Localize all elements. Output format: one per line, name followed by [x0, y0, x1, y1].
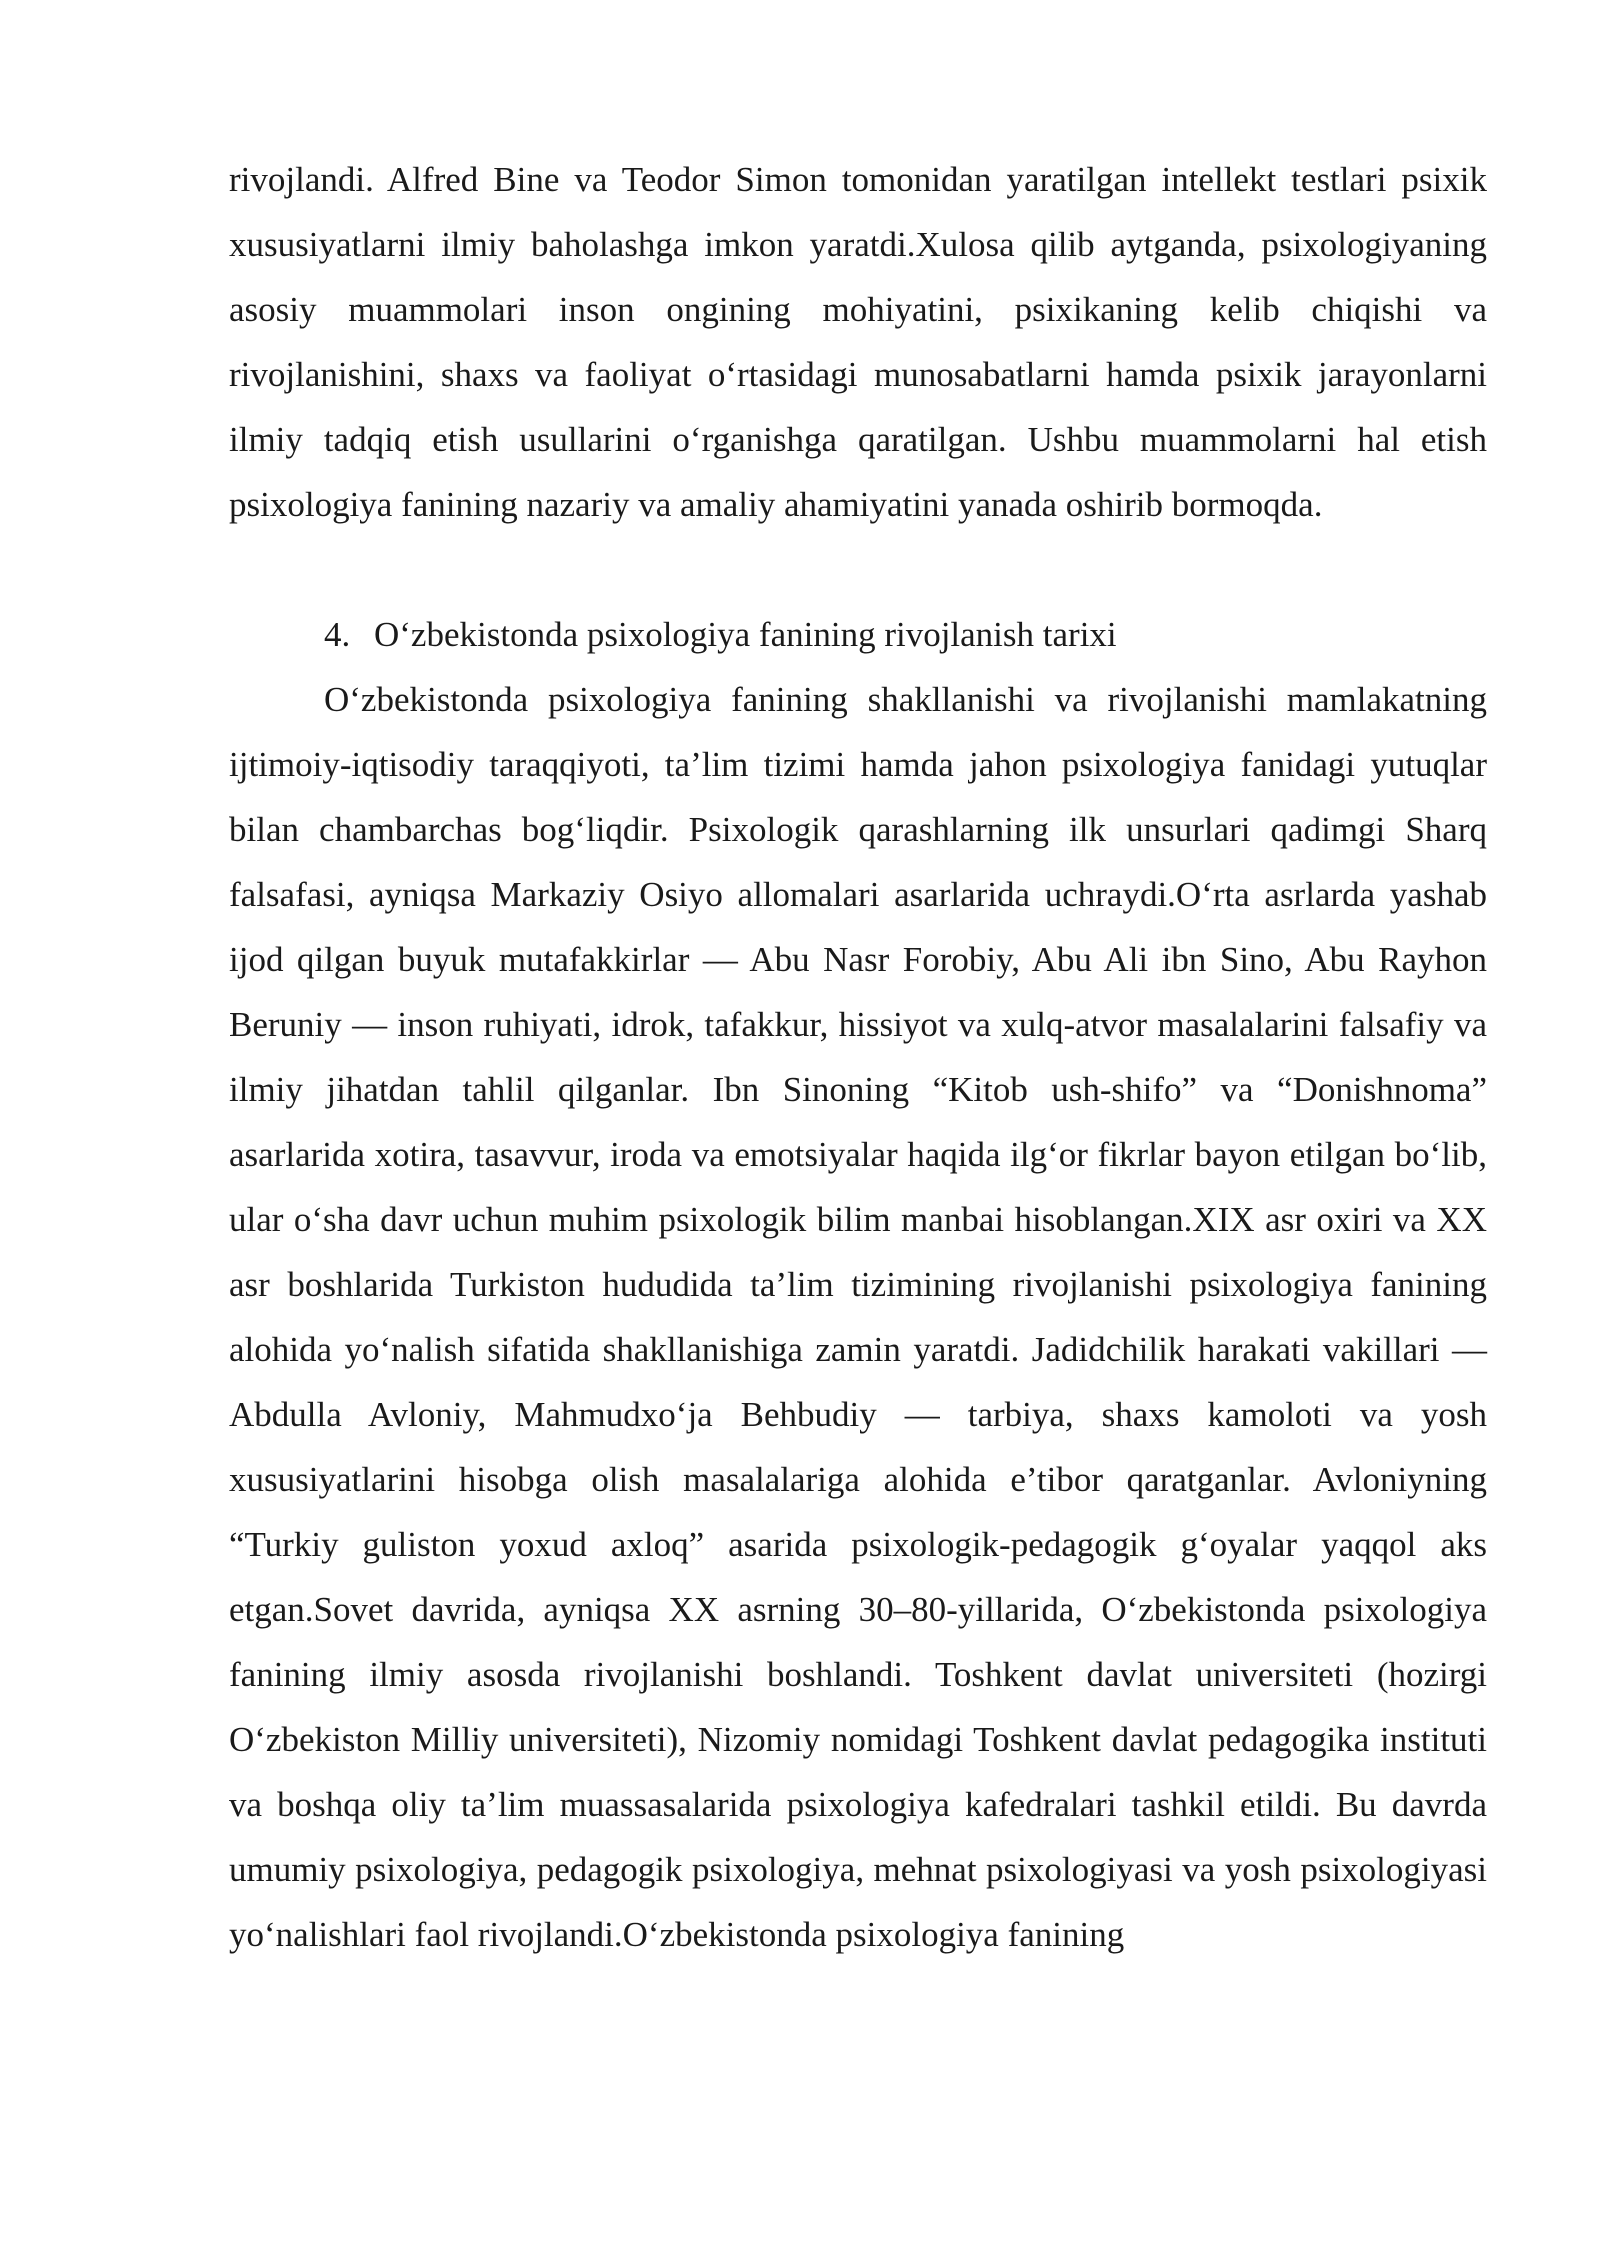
section-heading [324, 602, 1487, 667]
section-title: O‘zbekistonda psixologiya fanining rivojlanish tarixi [374, 615, 1117, 654]
continuation-paragraph: rivojlandi. Alfred Bine va Teodor Simon tomonidan yaratilgan intellekt testlari psixik xususiyatlarni ilmiy baholashga imkon yaratdi.Xulosa qilib aytganda, psixologiyaning asosiy muammolari inson ongining mohiyatini, psixikaning kelib chiqishi va rivojlanishini, shaxs va faoliyat o‘rtasidagi munosabatlarni hamda psixik jarayonlarni ilmiy tadqiq etish usullarini o‘rganishga qaratilgan. Ushbu muammolarni hal etish psixologiya fanining nazariy va amaliy ahamiyatini yanada oshirib bormoqda. [229, 160, 1487, 524]
body-paragraph: O‘zbekistonda psixologiya fanining shakllanishi va rivojlanishi mamlakatning ijtimoiy-iqtisodiy taraqqiyoti, ta’lim tizimi hamda jahon psixologiya fanidagi yutuqlar bilan chambarchas bog‘liqdir. Psixologik qarashlarning ilk unsurlari qadimgi Sharq falsafasi, ayniqsa Markaziy Osiyo allomalari asarlarida uchraydi.O‘rta asrlarda yashab ijod qilgan buyuk mutafakkirlar — Abu Nasr Forobiy, Abu Ali ibn Sino, Abu Rayhon Beruniy — inson ruhiyati, idrok, tafakkur, hissiyot va xulq-atvor masalalarini falsafiy va ilmiy jihatdan tahlil qilganlar. Ibn Sinoning “Kitob ush-shifo” va “Donishnoma” asarlarida xotira, tasavvur, iroda va emotsiyalar haqida ilg‘or fikrlar bayon etilgan bo‘lib, ular o‘sha davr uchun muhim psixologik bilim manbai hisoblangan.XIX asr oxiri va XX asr boshlarida Turkiston hududida ta’lim tizimining rivojlanishi psixologiya fanining alohida yo‘nalish sifatida shakllanishiga zamin yaratdi. Jadidchilik harakati vakillari — Abdulla Avloniy, Mahmudxo‘ja Behbudiy — tarbiya, shaxs kamoloti va yosh xususiyatlarini hisobga olish masalalariga alohida e’tibor qaratganlar. Avloniyning “Turkiy guliston yoxud axloq” asarida psixologik-pedagogik g‘oyalar yaqqol aks etgan.Sovet davrida, ayniqsa XX asrning 30–80-yillarida, O‘zbekistonda psixologiya fanining ilmiy asosda rivojlanishi boshlandi. Toshkent davlat universiteti (hozirgi O‘zbekiston Milliy universiteti), Nizomiy nomidagi Toshkent davlat pedagogika instituti va boshqa oliy ta’lim muassasalarida psixologiya kafedralari tashkil etildi. Bu davrda umumiy psixologiya, pedagogik psixologiya, mehnat psixologiyasi va yosh psixologiyasi yo‘nalishlari faol rivojlandi.O‘zbekistonda psixologiya fanining [229, 680, 1487, 1954]
section-number: 4. [324, 615, 351, 654]
document-page [229, 147, 1487, 1967]
